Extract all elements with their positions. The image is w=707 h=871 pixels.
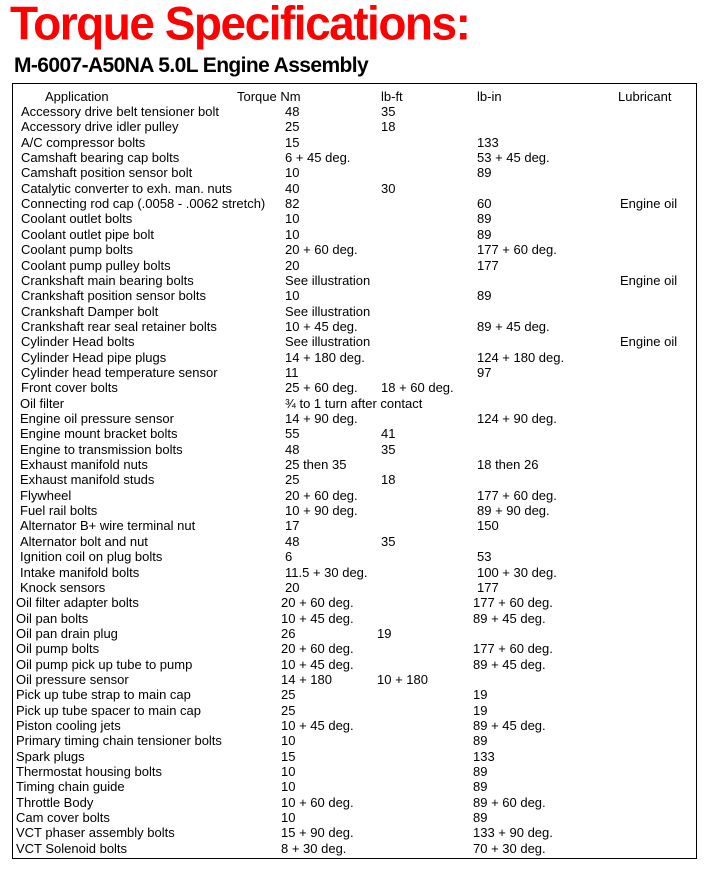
cell-torque-nm: 10 + 60 deg.: [281, 794, 354, 810]
cell-torque-nm: 15: [281, 748, 296, 764]
cell-lb-in: 177 + 60 deg.: [477, 487, 557, 503]
cell-application: Engine to transmission bolts: [20, 441, 183, 457]
cell-torque-nm: 48: [285, 104, 300, 119]
cell-application: Crankshaft Damper bolt: [21, 303, 159, 319]
cell-torque-nm: 10: [285, 288, 300, 304]
cell-application: Oil pump pick up tube to pump: [16, 656, 193, 672]
cell-torque-nm: 25 + 60 deg.: [285, 380, 358, 396]
cell-lb-in: 124 + 180 deg.: [477, 349, 565, 365]
cell-application: Crankshaft main bearing bolts: [21, 272, 194, 288]
cell-application: Knock sensors: [20, 579, 106, 595]
cell-lb-in: 133: [477, 134, 499, 150]
cell-lb-in: 89 + 45 deg.: [473, 656, 546, 672]
page-subtitle: M-6007-A50NA 5.0L Engine Assembly: [14, 54, 369, 77]
cell-torque-nm: 10 + 90 deg.: [285, 503, 358, 519]
cell-torque-nm: See illustration: [285, 272, 371, 288]
cell-torque-nm: 14 + 180 deg.: [285, 349, 365, 365]
page-title: Torque Specifications:: [10, 0, 470, 50]
cell-lb-ft: 35: [381, 533, 396, 549]
cell-lb-in: 100 + 30 deg.: [477, 564, 557, 580]
cell-torque-nm: 11: [285, 364, 299, 380]
cell-torque-nm: 14 + 180: [281, 671, 332, 687]
cell-lb-in: 89: [477, 165, 492, 181]
cell-torque-nm: 10: [285, 211, 300, 227]
cell-application: Intake manifold bolts: [20, 564, 140, 580]
cell-lb-in: 97: [477, 364, 492, 380]
cell-torque-nm: 15 + 90 deg.: [281, 825, 354, 841]
cell-application: Cylinder Head bolts: [21, 334, 135, 350]
cell-application: Catalytic converter to exh. man. nuts: [21, 180, 232, 196]
cell-application: VCT phaser assembly bolts: [16, 825, 175, 841]
cell-lb-in: 177: [477, 257, 499, 273]
cell-lb-ft: 10 + 180: [377, 671, 428, 687]
header-torque-nm: Torque Nm: [237, 89, 301, 104]
cell-application: Oil pressure sensor: [16, 671, 129, 687]
cell-torque-nm: 20: [285, 257, 300, 273]
cell-lb-in: 18 then 26: [477, 457, 539, 473]
cell-lb-ft: 30: [381, 180, 396, 196]
cell-application: Coolant pump pulley bolts: [21, 257, 171, 273]
cell-application: Alternator B+ wire terminal nut: [20, 518, 196, 534]
cell-torque-nm: See illustration: [285, 334, 371, 350]
cell-lb-in: 133 + 90 deg.: [473, 825, 553, 841]
cell-application: Fuel rail bolts: [20, 503, 98, 519]
cell-lb-in: 89 + 90 deg.: [477, 503, 550, 519]
cell-application: Pick up tube strap to main cap: [16, 687, 191, 703]
cell-lubricant: Engine oil: [620, 334, 678, 350]
cell-application: Oil pan bolts: [16, 610, 89, 626]
cell-torque-nm: 20 + 60 deg.: [281, 595, 354, 611]
cell-application: Timing chain guide: [16, 779, 125, 795]
cell-lb-in: 89 + 45 deg.: [473, 718, 546, 733]
cell-application: Front cover bolts: [21, 380, 118, 396]
cell-lb-in: 89: [477, 211, 492, 227]
cell-torque-nm: See illustration: [285, 303, 371, 319]
cell-application: Throttle Body: [16, 794, 94, 810]
cell-application: Cylinder Head pipe plugs: [21, 349, 167, 365]
cell-lb-in: 177 + 60 deg.: [477, 242, 557, 258]
cell-torque-nm: 20 + 60 deg.: [281, 641, 354, 657]
cell-torque-nm: 82: [285, 196, 300, 212]
cell-lb-in: 89 + 60 deg.: [473, 794, 546, 810]
cell-application: Camshaft position sensor bolt: [21, 165, 193, 181]
cell-torque-nm: 14 + 90 deg.: [285, 411, 358, 426]
cell-application: Ignition coil on plug bolts: [20, 549, 163, 565]
cell-application: A/C compressor bolts: [21, 134, 146, 150]
cell-torque-nm: ¾ to 1 turn after contact: [285, 395, 423, 411]
cell-application: Exhaust manifold nuts: [20, 457, 148, 473]
cell-torque-nm: 25: [285, 472, 300, 488]
cell-lb-ft: 18: [381, 119, 396, 135]
cell-application: Exhaust manifold studs: [20, 472, 155, 488]
cell-application: Oil pan drain plug: [16, 625, 118, 641]
cell-lb-in: 53: [477, 549, 492, 565]
cell-torque-nm: 10 + 45 deg.: [281, 610, 354, 626]
cell-torque-nm: 15: [285, 134, 300, 150]
cell-lb-ft: 18 + 60 deg.: [381, 380, 454, 396]
header-application: Application: [45, 89, 109, 104]
cell-lb-in: 124 + 90 deg.: [477, 411, 557, 426]
cell-lb-ft: 18: [381, 472, 396, 488]
cell-lb-in: 89: [473, 779, 488, 795]
cell-lb-in: 89: [477, 226, 492, 242]
cell-lb-in: 60: [477, 196, 492, 212]
cell-application: Primary timing chain tensioner bolts: [16, 733, 222, 749]
cell-lb-ft: 19: [377, 625, 392, 641]
cell-application: Crankshaft rear seal retainer bolts: [21, 318, 217, 334]
cell-application: Crankshaft position sensor bolts: [21, 288, 206, 304]
cell-application: Piston cooling jets: [16, 718, 121, 733]
cell-torque-nm: 10: [281, 810, 296, 826]
cell-lb-in: 53 + 45 deg.: [477, 150, 550, 166]
cell-lb-in: 89: [473, 733, 488, 749]
cell-torque-nm: 10 + 45 deg.: [281, 656, 354, 672]
header-lb-ft: lb-ft: [381, 89, 403, 104]
cell-lb-in: 177 + 60 deg.: [473, 595, 553, 611]
cell-torque-nm: 10: [281, 779, 296, 795]
cell-torque-nm: 10: [281, 764, 296, 780]
cell-torque-nm: 40: [285, 180, 300, 196]
cell-torque-nm: 10: [285, 165, 300, 181]
cell-application: Engine mount bracket bolts: [20, 426, 178, 442]
cell-application: Alternator bolt and nut: [20, 533, 148, 549]
cell-lb-in: 89: [473, 764, 488, 780]
cell-application: Engine oil pressure sensor: [20, 411, 174, 426]
cell-torque-nm: 20 + 60 deg.: [285, 242, 358, 258]
cell-torque-nm: 10: [285, 226, 300, 242]
cell-torque-nm: 6: [285, 549, 293, 565]
cell-lb-in: 150: [477, 518, 499, 534]
header-lubricant: Lubricant: [618, 89, 672, 104]
cell-lubricant: Engine oil: [620, 196, 678, 212]
cell-application: Oil filter: [20, 395, 65, 411]
cell-torque-nm: 48: [285, 441, 300, 457]
cell-torque-nm: 17: [285, 518, 300, 534]
cell-application: Accessory drive idler pulley: [21, 119, 179, 135]
cell-application: Accessory drive belt tensioner bolt: [21, 104, 219, 119]
cell-torque-nm: 6 + 45 deg.: [285, 150, 351, 166]
cell-torque-nm: 20: [285, 579, 300, 595]
cell-lb-in: 89: [473, 810, 488, 826]
cell-lb-in: 70 + 30 deg.: [473, 840, 546, 856]
cell-application: Cam cover bolts: [16, 810, 110, 826]
cell-lb-ft: 35: [381, 104, 396, 119]
cell-torque-nm: 10 + 45 deg.: [281, 718, 354, 733]
cell-torque-nm: 26: [281, 625, 296, 641]
cell-torque-nm: 48: [285, 533, 300, 549]
cell-application: Pick up tube spacer to main cap: [16, 702, 201, 718]
cell-torque-nm: 20 + 60 deg.: [285, 487, 358, 503]
cell-application: Oil pump bolts: [16, 641, 100, 657]
cell-application: Coolant pump bolts: [21, 242, 134, 258]
cell-application: Camshaft bearing cap bolts: [21, 150, 180, 166]
cell-lb-in: 133: [473, 748, 495, 764]
cell-torque-nm: 11.5 + 30 deg.: [285, 564, 368, 580]
cell-lb-ft: 41: [381, 426, 396, 442]
cell-application: Connecting rod cap (.0058 - .0062 stretch): [21, 196, 266, 212]
cell-application: Coolant outlet bolts: [21, 211, 133, 227]
cell-application: Coolant outlet pipe bolt: [21, 226, 154, 242]
cell-lb-in: 89 + 45 deg.: [477, 318, 550, 334]
cell-application: Cylinder head temperature sensor: [21, 364, 218, 380]
cell-lb-in: 19: [473, 687, 488, 703]
cell-application: Thermostat housing bolts: [16, 764, 162, 780]
cell-lb-in: 89 + 45 deg.: [473, 610, 546, 626]
cell-lb-in: 177: [477, 579, 499, 595]
header-lb-in: lb-in: [477, 89, 502, 104]
cell-torque-nm: 10: [281, 733, 296, 749]
cell-torque-nm: 25: [281, 687, 296, 703]
cell-torque-nm: 25: [281, 702, 296, 718]
cell-application: Oil filter adapter bolts: [16, 595, 139, 611]
cell-torque-nm: 10 + 45 deg.: [285, 318, 358, 334]
cell-torque-nm: 8 + 30 deg.: [281, 840, 347, 856]
cell-lb-ft: 35: [381, 441, 396, 457]
cell-torque-nm: 55: [285, 426, 300, 442]
cell-lb-in: 89: [477, 288, 492, 304]
cell-application: Spark plugs: [16, 748, 85, 764]
cell-torque-nm: 25 then 35: [285, 457, 347, 473]
cell-lb-in: 19: [473, 702, 488, 718]
cell-application: Flywheel: [20, 487, 72, 503]
torque-table: [12, 83, 697, 859]
cell-lubricant: Engine oil: [620, 272, 678, 288]
cell-application: VCT Solenoid bolts: [16, 840, 128, 856]
cell-torque-nm: 25: [285, 119, 300, 135]
cell-lb-in: 177 + 60 deg.: [473, 641, 553, 657]
